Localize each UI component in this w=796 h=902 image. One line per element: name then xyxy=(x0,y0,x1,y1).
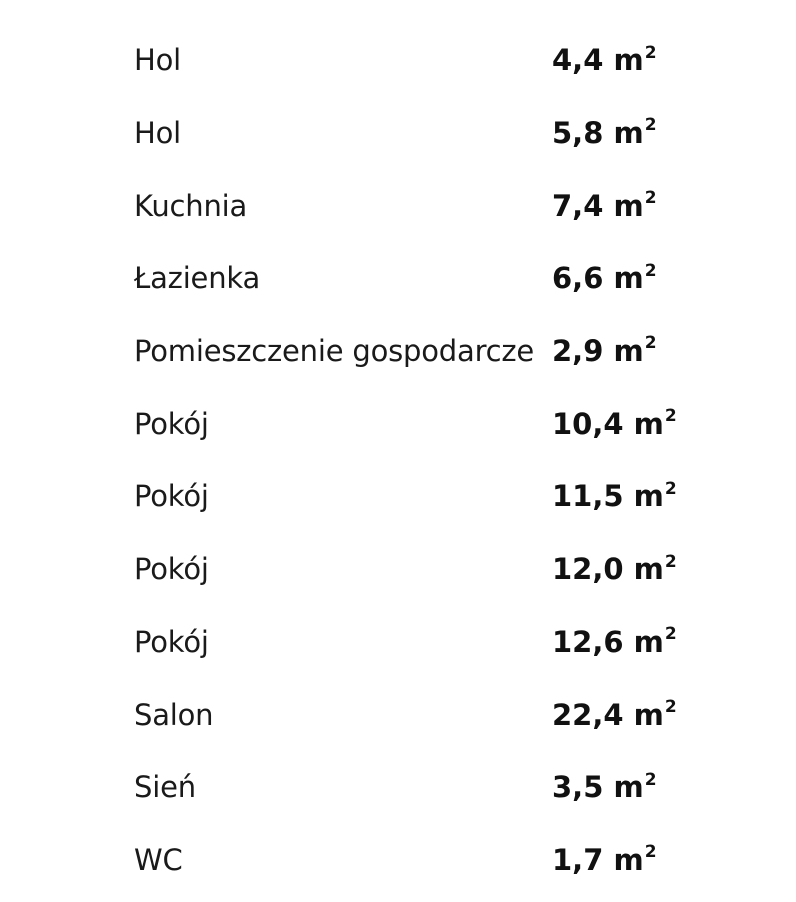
list-item xyxy=(134,97,754,170)
list-item xyxy=(134,24,754,97)
area-unit-exponent: 2 xyxy=(664,406,677,427)
area-value: 4,4 m xyxy=(552,43,644,78)
list-item xyxy=(134,751,754,824)
room-area xyxy=(552,843,657,877)
list-item xyxy=(134,533,754,606)
area-unit-exponent: 2 xyxy=(644,115,657,136)
area-unit-exponent: 2 xyxy=(644,260,657,281)
room-area xyxy=(552,43,657,77)
area-unit-exponent: 2 xyxy=(644,188,657,209)
list-item xyxy=(134,315,754,388)
room-name: Pomieszczenie gospodarcze xyxy=(134,334,535,369)
room-name: Salon xyxy=(134,697,214,732)
room-name: Pokój xyxy=(134,406,209,441)
area-unit-exponent: 2 xyxy=(664,478,677,499)
area-value: 7,4 m xyxy=(552,188,644,223)
list-item xyxy=(134,606,754,679)
room-name: Pokój xyxy=(134,552,209,587)
room-area xyxy=(552,479,677,513)
room-area xyxy=(552,552,677,586)
area-unit-exponent: 2 xyxy=(644,842,657,863)
area-value: 22,4 m xyxy=(552,697,664,732)
area-unit-exponent: 2 xyxy=(644,769,657,790)
area-value: 3,5 m xyxy=(552,770,644,805)
room-name: Hol xyxy=(134,43,182,78)
area-value: 1,7 m xyxy=(552,842,644,877)
room-name: Hol xyxy=(134,116,182,151)
room-area xyxy=(552,116,657,150)
room-name: Kuchnia xyxy=(134,188,248,223)
room-name: Sień xyxy=(134,770,196,805)
list-item xyxy=(134,387,754,460)
area-value: 2,9 m xyxy=(552,334,644,369)
area-unit-exponent: 2 xyxy=(644,333,657,354)
room-area-list xyxy=(134,24,754,896)
area-value: 5,8 m xyxy=(552,116,644,151)
room-area xyxy=(552,261,657,295)
area-value: 11,5 m xyxy=(552,479,664,514)
list-item xyxy=(134,824,754,897)
room-area xyxy=(552,189,657,223)
area-unit-exponent: 2 xyxy=(664,624,677,645)
room-name: Pokój xyxy=(134,624,209,659)
room-name: Łazienka xyxy=(134,261,261,296)
list-item xyxy=(134,460,754,533)
room-area xyxy=(552,407,677,441)
area-unit-exponent: 2 xyxy=(664,696,677,717)
room-area xyxy=(552,334,657,368)
list-item xyxy=(134,169,754,242)
area-value: 6,6 m xyxy=(552,261,644,296)
area-value: 10,4 m xyxy=(552,406,664,441)
list-item xyxy=(134,678,754,751)
room-name: Pokój xyxy=(134,479,209,514)
room-area xyxy=(552,770,657,804)
area-value: 12,6 m xyxy=(552,624,664,659)
area-value: 12,0 m xyxy=(552,552,664,587)
area-unit-exponent: 2 xyxy=(664,551,677,572)
room-name: WC xyxy=(134,842,183,877)
list-item xyxy=(134,242,754,315)
room-area xyxy=(552,698,677,732)
room-area xyxy=(552,625,677,659)
area-unit-exponent: 2 xyxy=(644,42,657,63)
